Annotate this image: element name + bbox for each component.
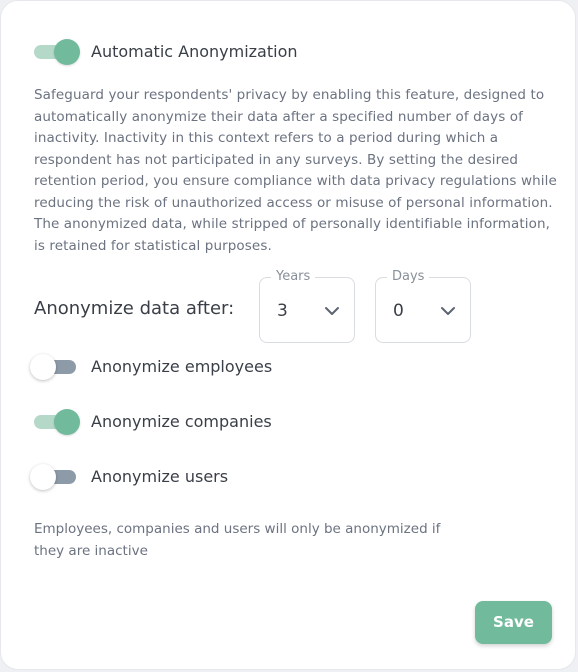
anonymize-employees-label: Anonymize employees <box>91 357 273 376</box>
feature-description: Safeguard your respondents' privacy by enabling this feature, designed to automatically anonymize their data after a specified number of days of inactivity. Inactivity in this context refers to a period during which a respondent has not participated in any surveys. By setting the desired retention period, you ensure compliance with data privacy regulations while reducing the risk of unauthorized access or misuse of personal information. The anonymized data, while stripped of personally identifiable information, is retained for statistical purposes. <box>34 87 557 254</box>
days-legend: Days <box>387 269 429 285</box>
chevron-down-icon <box>440 303 456 319</box>
days-select[interactable] <box>375 269 471 343</box>
anonymize-employees-toggle[interactable] <box>34 354 80 380</box>
inactive-footnote: Employees, companies and users will only be anonymized if they are inactive <box>34 521 441 559</box>
years-value: 3 <box>277 301 288 321</box>
years-legend: Years <box>271 269 315 285</box>
toggle-knob <box>54 39 80 65</box>
toggle-knob <box>54 409 80 435</box>
years-select[interactable] <box>259 269 355 343</box>
anonymize-users-toggle[interactable] <box>34 464 80 490</box>
anonymize-companies-toggle[interactable] <box>34 409 80 435</box>
toggle-knob <box>30 354 56 380</box>
days-value: 0 <box>393 301 404 321</box>
automatic-anonymization-toggle[interactable] <box>34 39 80 65</box>
chevron-down-icon <box>324 303 340 319</box>
automatic-anonymization-label: Automatic Anonymization <box>91 42 298 61</box>
toggle-knob <box>30 464 56 490</box>
anonymize-users-label: Anonymize users <box>91 467 229 486</box>
anonymize-companies-label: Anonymize companies <box>91 412 272 431</box>
save-button[interactable]: Save <box>475 601 552 644</box>
anonymize-after-label: Anonymize data after: <box>34 298 235 319</box>
